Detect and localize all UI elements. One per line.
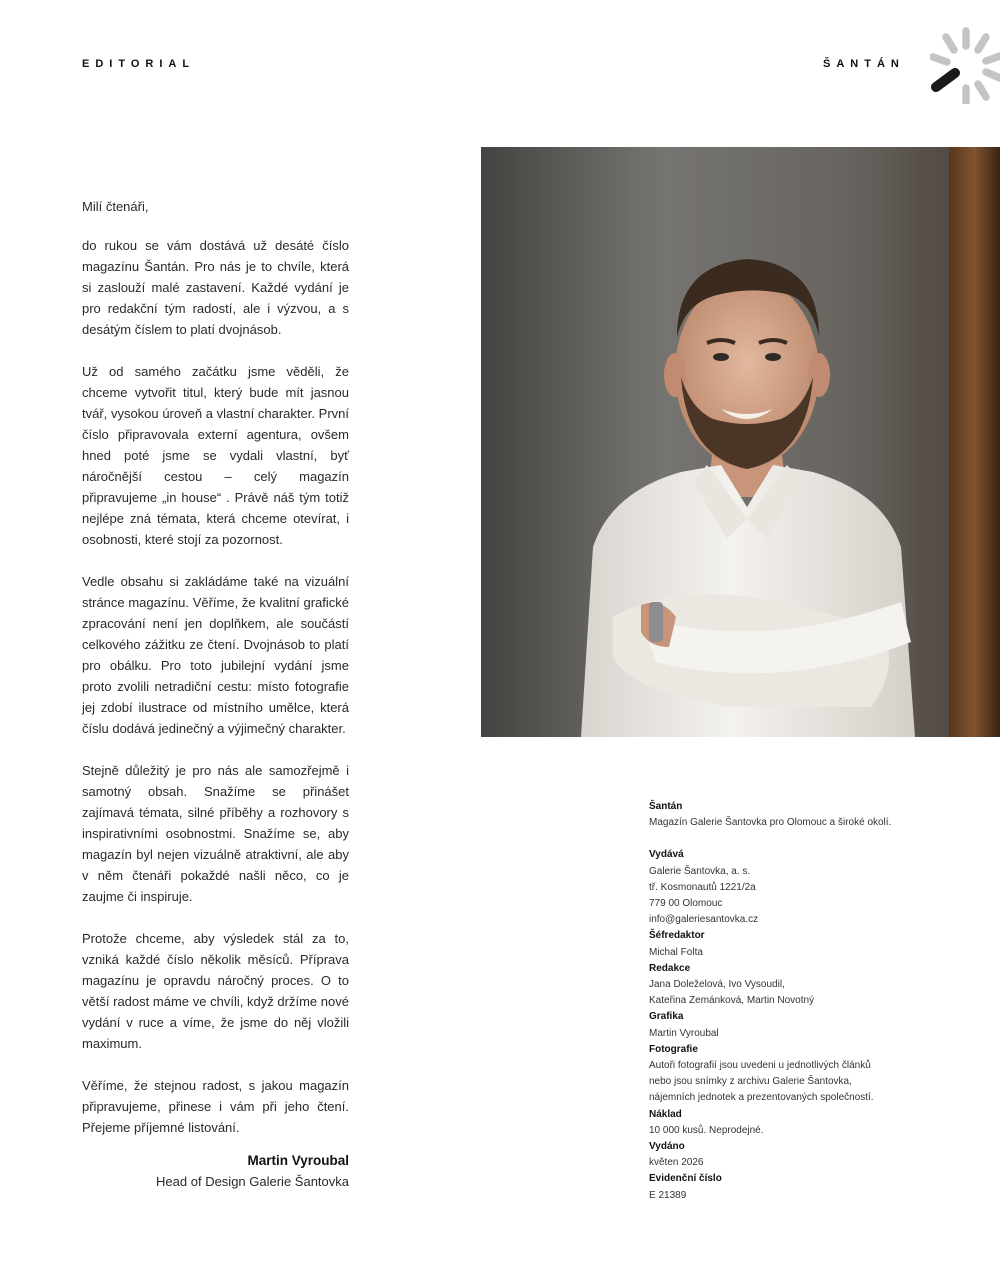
signature-role: Head of Design Galerie Šantovka [156,1174,349,1189]
registration-label: Evidenční číslo [649,1173,722,1185]
publisher-email: info@galeriesantovka.cz [649,914,759,926]
photo-credit-line: Autoři fotografií jsou uvedeni u jednotlivých článků [649,1060,871,1072]
issued-label: Vydáno [649,1141,685,1153]
signature-name: Martin Vyroubal [247,1153,349,1168]
photo-credit-label: Fotografie [649,1043,698,1055]
staff-line: Kateřina Zemánková, Martin Novotný [649,995,815,1007]
imprint-title: Šantán [649,801,683,812]
letter-paragraph: Protože chceme, aby výsledek stál za to, vzniká každé číslo několik měsíců. Příprava magazínu je opravdu náročný proces. O to větší radost máme ve chvíli, když držíme nové vydání v ruce a víme, že jsme do něj vložili maximum. [82,931,349,1051]
staff-label: Redakce [649,962,691,974]
design-label: Grafika [649,1011,684,1023]
registration-number: E 21389 [649,1189,687,1201]
publisher-line: Galerie Šantovka, a. s. [649,865,751,877]
editorial-letter [82,196,349,1192]
photo-credit-line: nájemních jednotek a prezentovaných společností. [649,1092,874,1104]
letter-paragraph: do rukou se vám dostává už desáté číslo magazínu Šantán. Pro nás je to chvíle, která si zaslouží malé zastavení. Každé vydání je pro redakční tým radostí, ale i výzvou, a s desátým číslem to platí dvojnásob. [82,238,349,337]
letter-paragraph: Vedle obsahu si zakládáme také na vizuální stránce magazínu. Věříme, že kvalitní grafické zpracování není jen doplňkem, ale součástí celkového zážitku ze čtení. Dvojnásob to platí pro obálku. Pro toto jubilejní vydání jsme proto zvolili netradiční cestu: místo fotografie jej zdobí ilustrace od místního umělce, která číslu dodává jedinečný a výjimečný charakter. [82,574,349,736]
sunburst-logo-icon [930,26,1000,104]
section-label: EDITORIAL [82,58,196,70]
photo-credit-line: nebo jsou snímky z archivu Galerie Šantovka, [649,1076,852,1088]
publisher-line: tř. Kosmonautů 1221/2a [649,881,756,893]
signature [82,1150,349,1192]
staff-line: Jana Doleželová, Ivo Vysoudil, [649,979,785,991]
letter-paragraph: Stejně důležitý je pro nás ale samozřejmě i samotný obsah. Snažíme se přinášet zajímavá témata, silné příběhy a rozhovory s inspirativními osobnostmi. Snažíme se, aby magazín byl nejen vizuálně atraktivní, ale aby v něm čtenáři pokaždé našli něco, co je zaujme či inspiruje. [82,763,349,904]
publisher-line: 779 00 Olomouc [649,898,723,910]
letter-closing: Věříme, že stejnou radost, s jakou magazín připravujeme, přinese i vám při jeho čtení. Přejeme příjemné listování. [82,1078,349,1135]
letter-paragraph: Už od samého začátku jsme věděli, že chceme vytvořit titul, který bude mít jasnou tvář, vysokou úroveň a vlastní charakter. První číslo připravovala externí agentura, ovšem hned poté jsme se vydali vlastní, byť náročnější cestou – celý magazín připravujeme „in house“ . Právě náš tým totiž nejlépe zná témata, která chceme otevírat, i osobnosti, které stojí za pozornost. [82,364,349,547]
imprint [649,799,949,1204]
print-run: 10 000 kusů. Neprodejné. [649,1124,764,1136]
imprint-subtitle: Magazín Galerie Šantovka pro Olomouc a široké okolí. [649,817,892,829]
editor-label: Šéfredaktor [649,930,705,942]
brand-name: ŠANTÁN [823,58,905,70]
design-name: Martin Vyroubal [649,1027,719,1039]
portrait-photo [481,147,1000,737]
print-run-label: Náklad [649,1108,682,1120]
publisher-label: Vydává [649,849,684,861]
issued-date: květen 2026 [649,1157,704,1169]
editor-name: Michal Folta [649,946,703,958]
salutation: Milí čtenáři, [82,199,149,214]
